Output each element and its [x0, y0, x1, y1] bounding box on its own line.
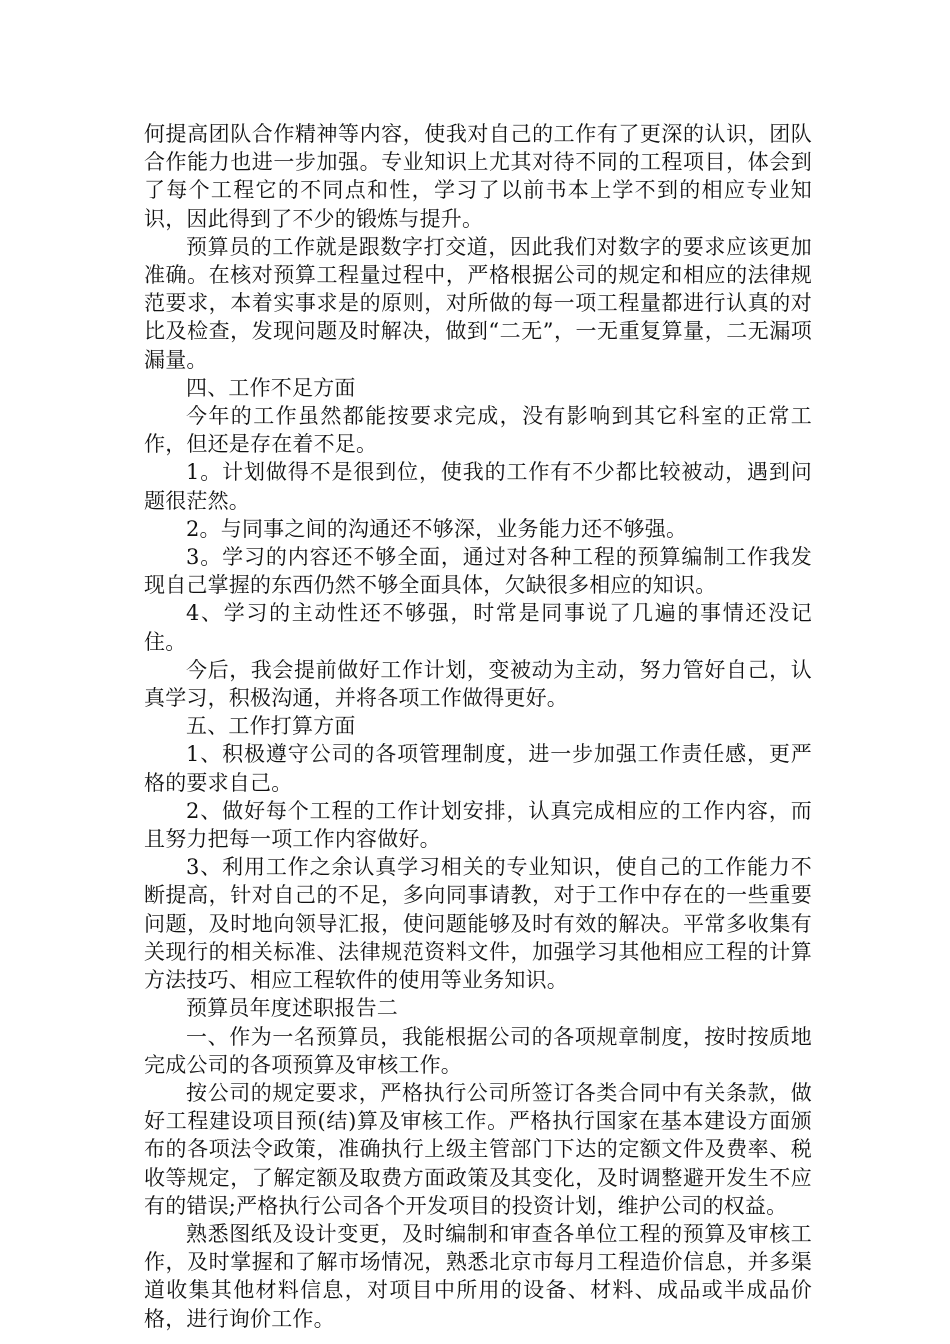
list-item-3: 3。学习的内容还不够全面，通过对各种工程的预算编制工作我发现自己掌握的东西仍然不够全面具体，欠缺很多相应的知识。: [144, 545, 812, 598]
list-item-1: 1。计划做得不是很到位，使我的工作有不少都比较被动，遇到问题很茫然。: [144, 460, 812, 513]
document-body: [144, 120, 812, 1333]
paragraph-5: 一、作为一名预算员，我能根据公司的各项规章制度，按时按质地完成公司的各项预算及审核工作。: [144, 1024, 812, 1077]
paragraph-3: 今年的工作虽然都能按要求完成，没有影响到其它科室的正常工作，但还是存在着不足。: [144, 404, 812, 457]
plan-item-1: 1、积极遵守公司的各项管理制度，进一步加强工作责任感，更严格的要求自己。: [144, 742, 812, 795]
paragraph-2: 预算员的工作就是跟数字打交道，因此我们对数字的要求应该更加准确。在核对预算工程量过程中，严格根据公司的规定和相应的法律规范要求，本着实事求是的原则，对所做的每一项工程量都进行认真的对比及检查，发现问题及时解决，做到“二无”，一无重复算量，二无漏项漏量。: [144, 234, 812, 372]
section-heading-5: 五、工作打算方面: [186, 714, 356, 739]
paragraph-7: 熟悉图纸及设计变更，及时编制和审查各单位工程的预算及审核工作，及时掌握和了解市场情况，熟悉北京市每月工程造价信息，并多渠道收集其他材料信息，对项目中所用的设备、材料、成品或半成品价格，进行询价工作。: [144, 1221, 812, 1331]
list-item-2: 2。与同事之间的沟通还不够深，业务能力还不够强。: [186, 516, 688, 541]
paragraph-6: 按公司的规定要求，严格执行公司所签订各类合同中有关条款，做好工程建设项目预(结)算及审核工作。严格执行国家在基本建设方面颁布的各项法令政策，准确执行上级主管部门下达的定额文件及费率、税收等规定，了解定额及取费方面政策及其变化，及时调整避开发生不应有的错误;严格执行公司各个开发项目的投资计划，维护公司的权益。: [144, 1080, 812, 1218]
list-item-4: 4、学习的主动性还不够强，时常是同事说了几遍的事情还没记住。: [144, 601, 812, 654]
plan-item-3: 3、利用工作之余认真学习相关的专业知识，使自己的工作能力不断提高，针对自己的不足，多向同事请教，对于工作中存在的一些重要问题，及时地向领导汇报，使问题能够及时有效的解决。平常多收集有关现行的相关标准、法律规范资料文件，加强学习其他相应工程的计算方法技巧、相应工程软件的使用等业务知识。: [144, 855, 812, 993]
plan-item-2: 2、做好每个工程的工作计划安排，认真完成相应的工作内容，而且努力把每一项工作内容做好。: [144, 798, 812, 852]
report-two-title: 预算员年度述职报告二: [186, 996, 398, 1021]
paragraph-4: 今后，我会提前做好工作计划，变被动为主动，努力管好自己，认真学习，积极沟通，并将各项工作做得更好。: [144, 657, 812, 711]
paragraph-1: 何提高团队合作精神等内容，使我对自己的工作有了更深的认识，团队合作能力也进一步加强。专业知识上尤其对待不同的工程项目，体会到了每个工程它的不同点和性，学习了以前书本上学不到的相应专业知识，因此得到了不少的锻炼与提升。: [144, 122, 812, 231]
section-heading-4: 四、工作不足方面: [186, 375, 356, 400]
